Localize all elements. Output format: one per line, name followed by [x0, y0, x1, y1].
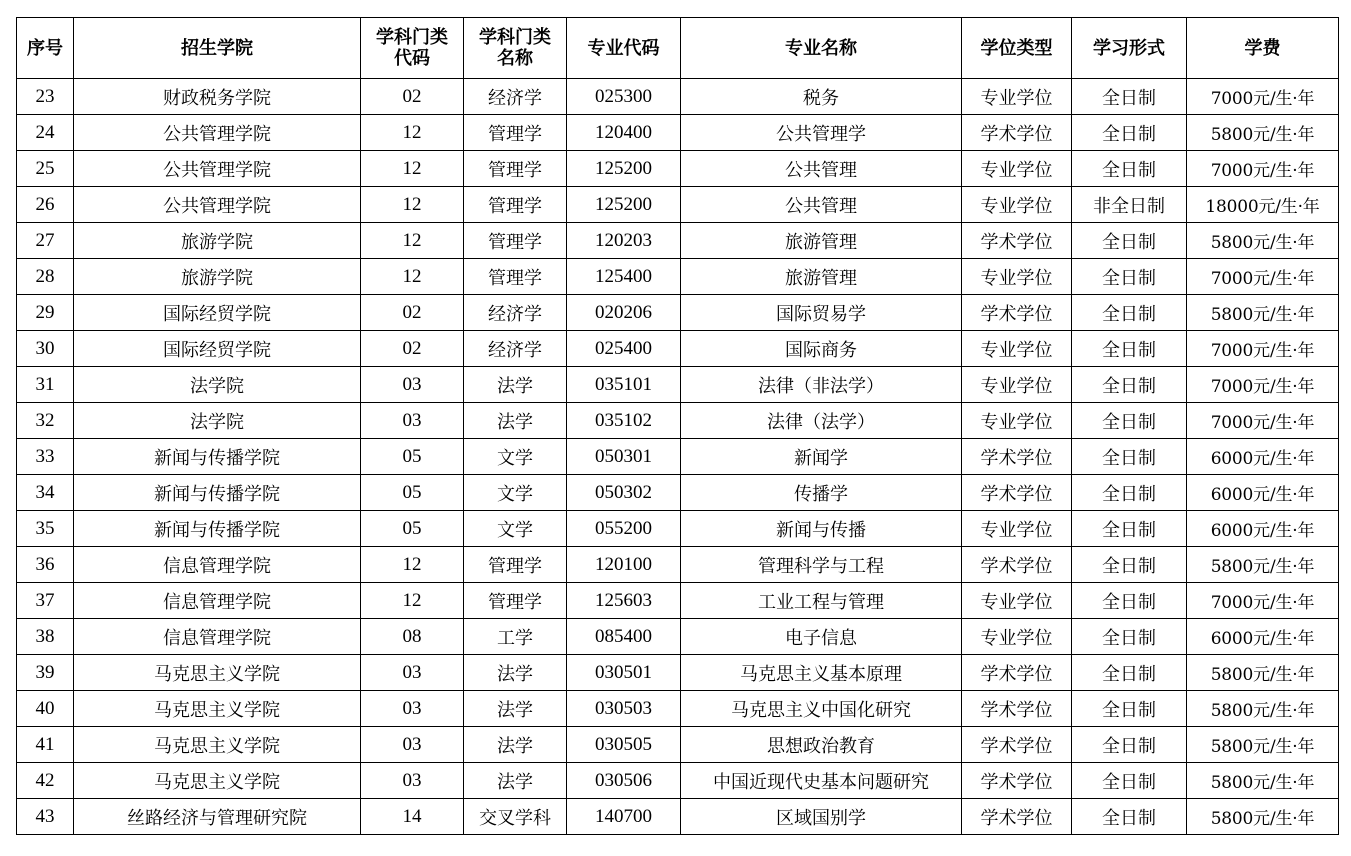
cell-study-mode: 全日制	[1072, 691, 1187, 727]
cell-college: 公共管理学院	[74, 187, 361, 223]
cell-category-name: 经济学	[464, 79, 567, 115]
cell-major-code: 030506	[567, 763, 681, 799]
cell-degree-type: 学术学位	[962, 799, 1072, 835]
cell-category-code: 12	[361, 115, 464, 151]
cell-tuition: 7000元/生·年	[1187, 259, 1339, 295]
cell-degree-type: 专业学位	[962, 151, 1072, 187]
cell-seq: 41	[17, 727, 74, 763]
cell-major-code: 125200	[567, 151, 681, 187]
cell-degree-type: 学术学位	[962, 439, 1072, 475]
cell-college: 法学院	[74, 403, 361, 439]
cell-category-code: 14	[361, 799, 464, 835]
cell-degree-type: 专业学位	[962, 331, 1072, 367]
cell-major-code: 035102	[567, 403, 681, 439]
cell-college: 马克思主义学院	[74, 727, 361, 763]
header-study-mode: 学习形式	[1072, 18, 1187, 79]
cell-study-mode: 全日制	[1072, 439, 1187, 475]
cell-degree-type: 专业学位	[962, 583, 1072, 619]
cell-category-name: 管理学	[464, 259, 567, 295]
cell-major-name: 新闻学	[681, 439, 962, 475]
cell-category-code: 12	[361, 187, 464, 223]
cell-major-code: 055200	[567, 511, 681, 547]
cell-seq: 27	[17, 223, 74, 259]
cell-category-name: 管理学	[464, 583, 567, 619]
cell-college: 新闻与传播学院	[74, 475, 361, 511]
cell-seq: 39	[17, 655, 74, 691]
cell-study-mode: 全日制	[1072, 367, 1187, 403]
cell-major-code: 140700	[567, 799, 681, 835]
table-row	[17, 439, 1339, 475]
cell-major-code: 050301	[567, 439, 681, 475]
cell-degree-type: 学术学位	[962, 547, 1072, 583]
cell-category-name: 文学	[464, 475, 567, 511]
cell-study-mode: 全日制	[1072, 511, 1187, 547]
cell-category-name: 管理学	[464, 547, 567, 583]
cell-tuition: 5800元/生·年	[1187, 727, 1339, 763]
cell-category-name: 法学	[464, 727, 567, 763]
cell-category-code: 03	[361, 403, 464, 439]
cell-tuition: 5800元/生·年	[1187, 295, 1339, 331]
header-major-code: 专业代码	[567, 18, 681, 79]
cell-major-name: 管理科学与工程	[681, 547, 962, 583]
cell-tuition: 7000元/生·年	[1187, 151, 1339, 187]
cell-seq: 34	[17, 475, 74, 511]
cell-category-name: 经济学	[464, 295, 567, 331]
cell-major-code: 025300	[567, 79, 681, 115]
cell-seq: 24	[17, 115, 74, 151]
header-college: 招生学院	[74, 18, 361, 79]
cell-major-name: 国际商务	[681, 331, 962, 367]
table-row	[17, 223, 1339, 259]
cell-degree-type: 学术学位	[962, 691, 1072, 727]
cell-major-name: 工业工程与管理	[681, 583, 962, 619]
cell-seq: 31	[17, 367, 74, 403]
cell-major-name: 旅游管理	[681, 259, 962, 295]
cell-study-mode: 全日制	[1072, 223, 1187, 259]
cell-major-name: 法律（非法学）	[681, 367, 962, 403]
cell-category-name: 法学	[464, 367, 567, 403]
cell-study-mode: 非全日制	[1072, 187, 1187, 223]
cell-major-name: 马克思主义基本原理	[681, 655, 962, 691]
cell-seq: 28	[17, 259, 74, 295]
cell-major-name: 公共管理	[681, 187, 962, 223]
cell-study-mode: 全日制	[1072, 403, 1187, 439]
cell-college: 信息管理学院	[74, 547, 361, 583]
cell-tuition: 5800元/生·年	[1187, 655, 1339, 691]
cell-college: 丝路经济与管理研究院	[74, 799, 361, 835]
cell-tuition: 6000元/生·年	[1187, 439, 1339, 475]
cell-tuition: 7000元/生·年	[1187, 583, 1339, 619]
table-row	[17, 367, 1339, 403]
cell-tuition: 6000元/生·年	[1187, 475, 1339, 511]
cell-seq: 42	[17, 763, 74, 799]
cell-tuition: 5800元/生·年	[1187, 799, 1339, 835]
cell-seq: 43	[17, 799, 74, 835]
cell-major-code: 120100	[567, 547, 681, 583]
cell-seq: 36	[17, 547, 74, 583]
cell-major-code: 030503	[567, 691, 681, 727]
cell-major-code: 125200	[567, 187, 681, 223]
header-category-name: 学科门类 名称	[464, 18, 567, 79]
table-row	[17, 547, 1339, 583]
header-degree-type: 学位类型	[962, 18, 1072, 79]
cell-tuition: 6000元/生·年	[1187, 511, 1339, 547]
cell-tuition: 7000元/生·年	[1187, 331, 1339, 367]
cell-category-code: 05	[361, 439, 464, 475]
cell-college: 国际经贸学院	[74, 295, 361, 331]
cell-college: 马克思主义学院	[74, 691, 361, 727]
cell-major-name: 国际贸易学	[681, 295, 962, 331]
cell-degree-type: 学术学位	[962, 115, 1072, 151]
cell-study-mode: 全日制	[1072, 79, 1187, 115]
cell-major-code: 125400	[567, 259, 681, 295]
cell-degree-type: 专业学位	[962, 511, 1072, 547]
cell-college: 公共管理学院	[74, 151, 361, 187]
cell-category-name: 管理学	[464, 187, 567, 223]
cell-major-name: 税务	[681, 79, 962, 115]
cell-tuition: 5800元/生·年	[1187, 115, 1339, 151]
cell-study-mode: 全日制	[1072, 583, 1187, 619]
cell-college: 新闻与传播学院	[74, 511, 361, 547]
cell-major-name: 新闻与传播	[681, 511, 962, 547]
cell-study-mode: 全日制	[1072, 799, 1187, 835]
table-row	[17, 619, 1339, 655]
header-seq: 序号	[17, 18, 74, 79]
cell-category-name: 文学	[464, 511, 567, 547]
cell-study-mode: 全日制	[1072, 475, 1187, 511]
cell-category-code: 12	[361, 583, 464, 619]
cell-category-name: 管理学	[464, 223, 567, 259]
cell-category-name: 法学	[464, 763, 567, 799]
cell-college: 马克思主义学院	[74, 655, 361, 691]
cell-category-code: 03	[361, 691, 464, 727]
table-row	[17, 475, 1339, 511]
cell-degree-type: 学术学位	[962, 475, 1072, 511]
table-row	[17, 187, 1339, 223]
cell-major-code: 085400	[567, 619, 681, 655]
enrollment-table	[16, 17, 1339, 835]
cell-study-mode: 全日制	[1072, 763, 1187, 799]
cell-degree-type: 专业学位	[962, 619, 1072, 655]
cell-category-code: 03	[361, 367, 464, 403]
cell-category-name: 法学	[464, 655, 567, 691]
cell-degree-type: 学术学位	[962, 295, 1072, 331]
cell-major-code: 120400	[567, 115, 681, 151]
cell-category-name: 管理学	[464, 151, 567, 187]
table-row	[17, 79, 1339, 115]
cell-seq: 40	[17, 691, 74, 727]
cell-major-code: 030501	[567, 655, 681, 691]
table-row	[17, 403, 1339, 439]
cell-tuition: 6000元/生·年	[1187, 619, 1339, 655]
cell-category-code: 03	[361, 763, 464, 799]
cell-college: 国际经贸学院	[74, 331, 361, 367]
cell-category-name: 经济学	[464, 331, 567, 367]
cell-college: 信息管理学院	[74, 619, 361, 655]
cell-category-code: 03	[361, 727, 464, 763]
cell-degree-type: 专业学位	[962, 367, 1072, 403]
cell-major-name: 公共管理	[681, 151, 962, 187]
cell-category-code: 02	[361, 79, 464, 115]
cell-seq: 30	[17, 331, 74, 367]
cell-degree-type: 专业学位	[962, 187, 1072, 223]
cell-college: 旅游学院	[74, 259, 361, 295]
cell-college: 马克思主义学院	[74, 763, 361, 799]
cell-seq: 38	[17, 619, 74, 655]
cell-major-code: 025400	[567, 331, 681, 367]
cell-college: 信息管理学院	[74, 583, 361, 619]
cell-major-code: 030505	[567, 727, 681, 763]
header-major-name: 专业名称	[681, 18, 962, 79]
cell-tuition: 7000元/生·年	[1187, 79, 1339, 115]
cell-major-name: 思想政治教育	[681, 727, 962, 763]
header-category-code: 学科门类 代码	[361, 18, 464, 79]
cell-major-code: 120203	[567, 223, 681, 259]
table-row	[17, 259, 1339, 295]
cell-degree-type: 专业学位	[962, 259, 1072, 295]
cell-category-code: 08	[361, 619, 464, 655]
table-row	[17, 295, 1339, 331]
cell-tuition: 5800元/生·年	[1187, 763, 1339, 799]
cell-study-mode: 全日制	[1072, 547, 1187, 583]
cell-seq: 26	[17, 187, 74, 223]
table-row	[17, 691, 1339, 727]
cell-category-code: 12	[361, 259, 464, 295]
cell-category-code: 05	[361, 475, 464, 511]
cell-degree-type: 学术学位	[962, 655, 1072, 691]
cell-tuition: 7000元/生·年	[1187, 403, 1339, 439]
cell-college: 法学院	[74, 367, 361, 403]
table-row	[17, 583, 1339, 619]
cell-seq: 33	[17, 439, 74, 475]
cell-major-code: 035101	[567, 367, 681, 403]
cell-category-name: 管理学	[464, 115, 567, 151]
cell-degree-type: 专业学位	[962, 79, 1072, 115]
cell-tuition: 18000元/生·年	[1187, 187, 1339, 223]
cell-seq: 23	[17, 79, 74, 115]
cell-degree-type: 学术学位	[962, 223, 1072, 259]
cell-seq: 35	[17, 511, 74, 547]
cell-tuition: 7000元/生·年	[1187, 367, 1339, 403]
cell-college: 新闻与传播学院	[74, 439, 361, 475]
cell-seq: 32	[17, 403, 74, 439]
cell-category-code: 02	[361, 295, 464, 331]
cell-study-mode: 全日制	[1072, 151, 1187, 187]
table-row	[17, 799, 1339, 835]
cell-study-mode: 全日制	[1072, 727, 1187, 763]
cell-major-name: 法律（法学）	[681, 403, 962, 439]
cell-degree-type: 专业学位	[962, 403, 1072, 439]
table-row	[17, 655, 1339, 691]
cell-major-name: 旅游管理	[681, 223, 962, 259]
table-row	[17, 331, 1339, 367]
table-row	[17, 763, 1339, 799]
cell-study-mode: 全日制	[1072, 115, 1187, 151]
table-row	[17, 511, 1339, 547]
cell-major-name: 电子信息	[681, 619, 962, 655]
cell-study-mode: 全日制	[1072, 619, 1187, 655]
cell-major-name: 马克思主义中国化研究	[681, 691, 962, 727]
cell-major-name: 公共管理学	[681, 115, 962, 151]
cell-category-code: 05	[361, 511, 464, 547]
cell-college: 旅游学院	[74, 223, 361, 259]
table-row	[17, 727, 1339, 763]
cell-category-name: 法学	[464, 691, 567, 727]
cell-tuition: 5800元/生·年	[1187, 223, 1339, 259]
cell-college: 公共管理学院	[74, 115, 361, 151]
table-row	[17, 115, 1339, 151]
cell-category-code: 12	[361, 547, 464, 583]
cell-major-name: 区域国别学	[681, 799, 962, 835]
cell-major-name: 传播学	[681, 475, 962, 511]
cell-tuition: 5800元/生·年	[1187, 547, 1339, 583]
cell-seq: 37	[17, 583, 74, 619]
cell-category-code: 12	[361, 151, 464, 187]
cell-category-name: 交叉学科	[464, 799, 567, 835]
cell-tuition: 5800元/生·年	[1187, 691, 1339, 727]
cell-seq: 29	[17, 295, 74, 331]
cell-study-mode: 全日制	[1072, 655, 1187, 691]
cell-category-name: 法学	[464, 403, 567, 439]
table-row	[17, 151, 1339, 187]
cell-category-code: 02	[361, 331, 464, 367]
cell-degree-type: 学术学位	[962, 763, 1072, 799]
cell-major-name: 中国近现代史基本问题研究	[681, 763, 962, 799]
cell-study-mode: 全日制	[1072, 259, 1187, 295]
cell-college: 财政税务学院	[74, 79, 361, 115]
cell-major-code: 020206	[567, 295, 681, 331]
cell-category-code: 12	[361, 223, 464, 259]
cell-major-code: 050302	[567, 475, 681, 511]
cell-category-name: 文学	[464, 439, 567, 475]
cell-major-code: 125603	[567, 583, 681, 619]
cell-category-name: 工学	[464, 619, 567, 655]
header-row	[17, 18, 1339, 79]
header-tuition: 学费	[1187, 18, 1339, 79]
cell-study-mode: 全日制	[1072, 331, 1187, 367]
cell-seq: 25	[17, 151, 74, 187]
cell-degree-type: 学术学位	[962, 727, 1072, 763]
cell-study-mode: 全日制	[1072, 295, 1187, 331]
cell-category-code: 03	[361, 655, 464, 691]
